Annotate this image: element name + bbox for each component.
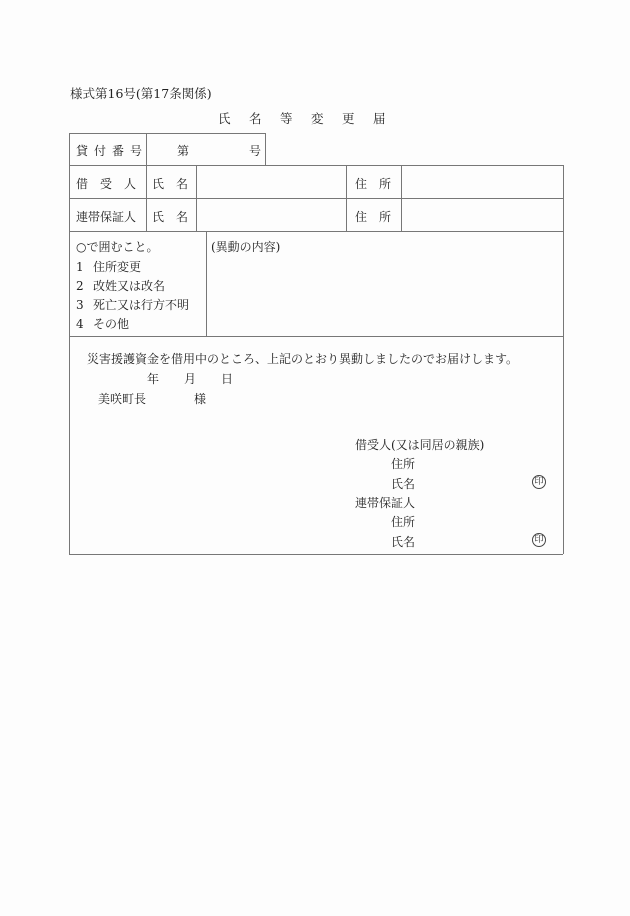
date-day: 日 (221, 372, 234, 386)
date-month: 月 (184, 372, 197, 386)
option-label: 死亡又は行方不明 (93, 298, 190, 312)
title-char: 届 (373, 111, 386, 126)
title-char: 変 (311, 111, 324, 126)
loan-number-prefix: 第 (177, 144, 190, 158)
form-number: 様式第16号(第17条関係) (70, 86, 212, 101)
signer-guarantor-name-label: 氏名 (391, 535, 416, 549)
guarantor-address-label: 住 所 (355, 210, 392, 224)
guarantor-name-label: 氏 名 (152, 210, 189, 224)
signer-borrower-name-label: 氏名 (391, 477, 416, 491)
change-instruction: ○で囲むこと。 (76, 240, 159, 254)
option-number: 1 (76, 260, 84, 274)
option-label: その他 (93, 317, 130, 331)
borrower-name-field[interactable] (198, 167, 344, 197)
change-option-2[interactable] (76, 277, 165, 294)
borrower-label: 借 受 人 (76, 177, 137, 191)
loan-number-suffix: 号 (249, 144, 262, 158)
loan-number-field[interactable] (192, 136, 242, 162)
title-char: 氏 (218, 111, 231, 126)
seal-icon: 印 (532, 475, 546, 489)
guarantor-name-field[interactable] (198, 200, 344, 230)
option-number: 3 (76, 298, 84, 312)
change-details-label: (異動の内容) (211, 240, 281, 254)
change-option-3[interactable] (76, 296, 189, 313)
addressee: 美咲町長 (98, 392, 147, 406)
signer-guarantor-heading: 連帯保証人 (355, 496, 416, 510)
honorific: 様 (194, 392, 207, 406)
change-details-field[interactable] (211, 256, 559, 332)
option-number: 4 (76, 317, 84, 331)
signer-borrower-address-label: 住所 (391, 457, 416, 471)
loan-number-label: 貸付番号 (76, 144, 149, 158)
change-option-1[interactable] (76, 258, 141, 275)
borrower-address-field[interactable] (403, 167, 561, 197)
title-char: 名 (249, 111, 262, 126)
borrower-address-label: 住 所 (355, 177, 392, 191)
seal-icon: 印 (532, 533, 546, 547)
guarantor-label: 連帯保証人 (76, 210, 137, 224)
declaration-statement: 災害援護資金を借用中のところ、上記のとおり異動しましたのでお届けします。 (87, 352, 519, 366)
title-char: 更 (342, 111, 355, 126)
signer-borrower-heading: 借受人(又は同居の親族) (355, 438, 485, 452)
option-label: 住所変更 (93, 260, 142, 274)
date-year: 年 (147, 372, 160, 386)
title-char: 等 (280, 111, 293, 126)
change-option-4[interactable] (76, 315, 129, 332)
form-title (218, 109, 404, 127)
date-line[interactable] (147, 370, 233, 387)
signer-guarantor-address-label: 住所 (391, 515, 416, 529)
option-label: 改姓又は改名 (93, 279, 166, 293)
borrower-name-label: 氏 名 (152, 177, 189, 191)
option-number: 2 (76, 279, 84, 293)
guarantor-address-field[interactable] (403, 200, 561, 230)
